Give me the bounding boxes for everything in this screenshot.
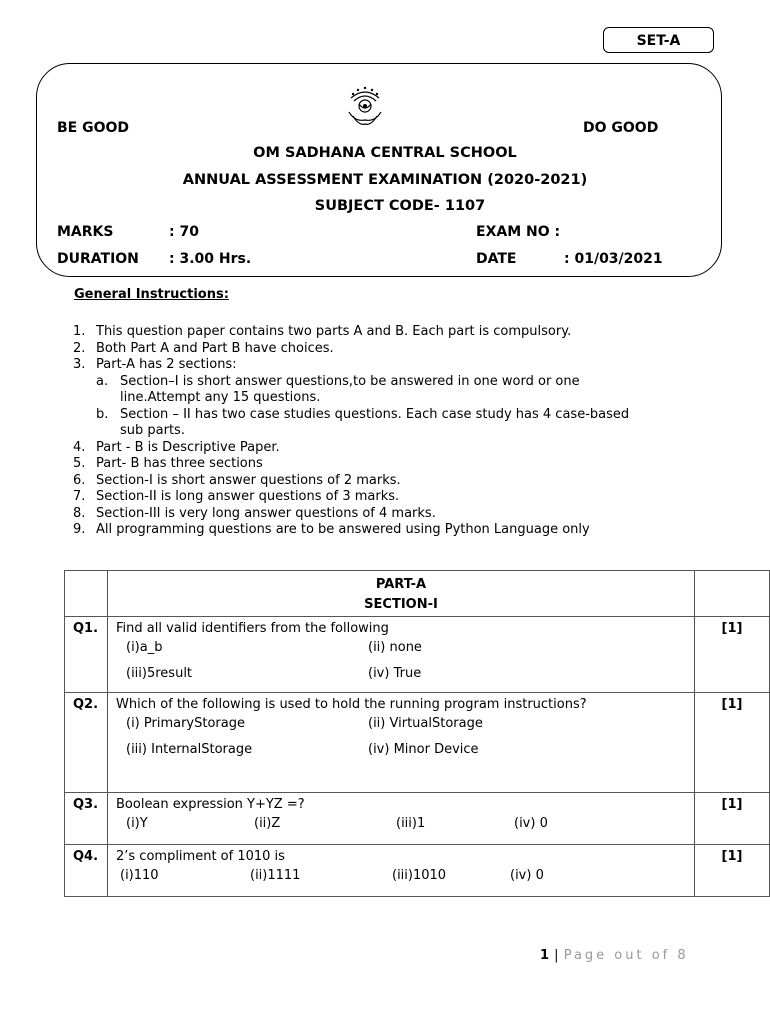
question-text: Which of the following is used to hold the running program instructions? xyxy=(116,697,587,712)
duration-value: : 3.00 Hrs. xyxy=(169,251,252,267)
part-title: PART-A xyxy=(375,577,427,592)
instruction-number: a. xyxy=(96,373,109,389)
page-footer xyxy=(540,948,689,963)
options-line xyxy=(108,812,694,838)
question-marks: [1] xyxy=(695,617,770,693)
instruction-number: 8. xyxy=(73,505,86,521)
instruction-item xyxy=(73,506,629,523)
motto-left: BE GOOD xyxy=(57,120,130,136)
answer-option: (i)110 xyxy=(120,868,159,883)
instruction-text: All programming questions are to be answered using Python Language only xyxy=(96,522,590,537)
question-row xyxy=(65,693,770,793)
date-label: DATE xyxy=(476,251,517,267)
set-label: SET-A xyxy=(603,27,714,53)
part-header-row xyxy=(65,571,770,617)
instruction-number: 1. xyxy=(73,324,86,339)
instruction-number: 9. xyxy=(73,522,86,537)
instruction-item xyxy=(73,473,629,490)
instruction-item xyxy=(73,357,629,374)
question-table xyxy=(64,570,770,897)
question-text: Find all valid identifiers from the following xyxy=(116,621,389,636)
marks-label: MARKS xyxy=(57,224,114,240)
instruction-item xyxy=(73,440,629,457)
answer-option: (i)a_b xyxy=(126,640,163,655)
answer-option: (iv) 0 xyxy=(514,816,548,831)
school-name: OM SADHANA CENTRAL SCHOOL xyxy=(253,145,517,161)
marks-value: : 70 xyxy=(169,224,199,240)
instructions-title: General Instructions: xyxy=(74,287,229,302)
instruction-text: Part-A has 2 sections: xyxy=(96,357,237,372)
motto-right: DO GOOD xyxy=(583,120,659,136)
instruction-number xyxy=(96,423,120,440)
instruction-text: Section–I is short answer questions,to be answered in one word or one xyxy=(120,373,580,389)
subject-code: SUBJECT CODE- 1107 xyxy=(314,198,486,214)
question-marks: [1] xyxy=(695,693,770,793)
question-number: Q4. xyxy=(65,845,108,897)
instruction-number: 5. xyxy=(73,456,86,471)
options-line xyxy=(108,636,694,662)
page-separator: | xyxy=(549,948,564,963)
instruction-item xyxy=(73,456,629,473)
instruction-item xyxy=(73,390,629,407)
answer-option: (i)Y xyxy=(126,816,148,831)
instruction-item xyxy=(73,324,629,341)
question-row xyxy=(65,845,770,897)
options-line xyxy=(108,662,694,688)
instruction-text: This question paper contains two parts A and B. Each part is compulsory. xyxy=(96,324,572,339)
question-marks: [1] xyxy=(695,793,770,845)
question-row xyxy=(65,617,770,693)
instruction-number: 6. xyxy=(73,472,86,488)
instructions-list xyxy=(73,324,629,539)
instruction-text: Section – II has two case studies questions. Each case study has 4 case-based xyxy=(120,406,630,422)
school-logo-icon xyxy=(345,82,385,128)
question-text: Boolean expression Y+YZ =? xyxy=(116,797,305,812)
question-row xyxy=(65,793,770,845)
instruction-text: Section-II is long answer questions of 3 marks. xyxy=(96,489,400,504)
answer-option: (iii) InternalStorage xyxy=(126,742,253,757)
answer-option: (iv) 0 xyxy=(510,868,544,883)
answer-option: (ii) VirtualStorage xyxy=(368,716,483,731)
options-line xyxy=(108,864,694,890)
question-text: 2’s compliment of 1010 is xyxy=(116,849,285,864)
section-title: SECTION-I xyxy=(364,597,438,612)
answer-option: (ii)Z xyxy=(254,816,281,831)
question-marks: [1] xyxy=(695,845,770,897)
instruction-text: Part- B has three sections xyxy=(96,456,263,471)
answer-option: (ii)1111 xyxy=(250,868,301,883)
question-number: Q2. xyxy=(65,693,108,793)
instruction-item xyxy=(73,374,629,391)
instruction-text: Section-III is very long answer questions of 4 marks. xyxy=(96,505,436,521)
duration-label: DURATION xyxy=(57,251,139,267)
exam-title: ANNUAL ASSESSMENT EXAMINATION (2020-2021) xyxy=(182,172,588,188)
instruction-item xyxy=(73,489,629,506)
page-number: 1 xyxy=(540,948,550,963)
answer-option: (i) PrimaryStorage xyxy=(126,716,245,731)
answer-option: (iii)1 xyxy=(396,816,426,831)
answer-option: (iv) True xyxy=(368,666,422,681)
instruction-text: Section-I is short answer questions of 2 marks. xyxy=(96,472,401,488)
instruction-number xyxy=(96,390,120,407)
answer-option: (iii)1010 xyxy=(392,868,447,883)
instruction-number: 7. xyxy=(73,489,86,504)
page-text: Page out of 8 xyxy=(563,948,689,963)
answer-option: (ii) none xyxy=(368,640,422,655)
instruction-text: Both Part A and Part B have choices. xyxy=(96,340,334,356)
instruction-text: Part - B is Descriptive Paper. xyxy=(96,439,280,455)
instruction-item xyxy=(73,423,629,440)
instruction-text: line.Attempt any 15 questions. xyxy=(120,390,321,405)
options-line xyxy=(108,712,694,738)
instruction-number: 2. xyxy=(73,340,86,356)
answer-option: (iv) Minor Device xyxy=(368,742,479,757)
instruction-item xyxy=(73,522,629,539)
instruction-number: 3. xyxy=(73,357,86,372)
question-number: Q3. xyxy=(65,793,108,845)
instruction-item xyxy=(73,341,629,358)
date-value: : 01/03/2021 xyxy=(564,251,663,267)
exam-no-label: EXAM NO : xyxy=(476,224,561,240)
question-number: Q1. xyxy=(65,617,108,693)
answer-option: (iii)5result xyxy=(126,666,193,681)
instruction-text: sub parts. xyxy=(120,423,185,438)
options-line xyxy=(108,738,694,764)
instruction-number: b. xyxy=(96,406,109,422)
instruction-number: 4. xyxy=(73,439,86,455)
instruction-item xyxy=(73,407,629,424)
